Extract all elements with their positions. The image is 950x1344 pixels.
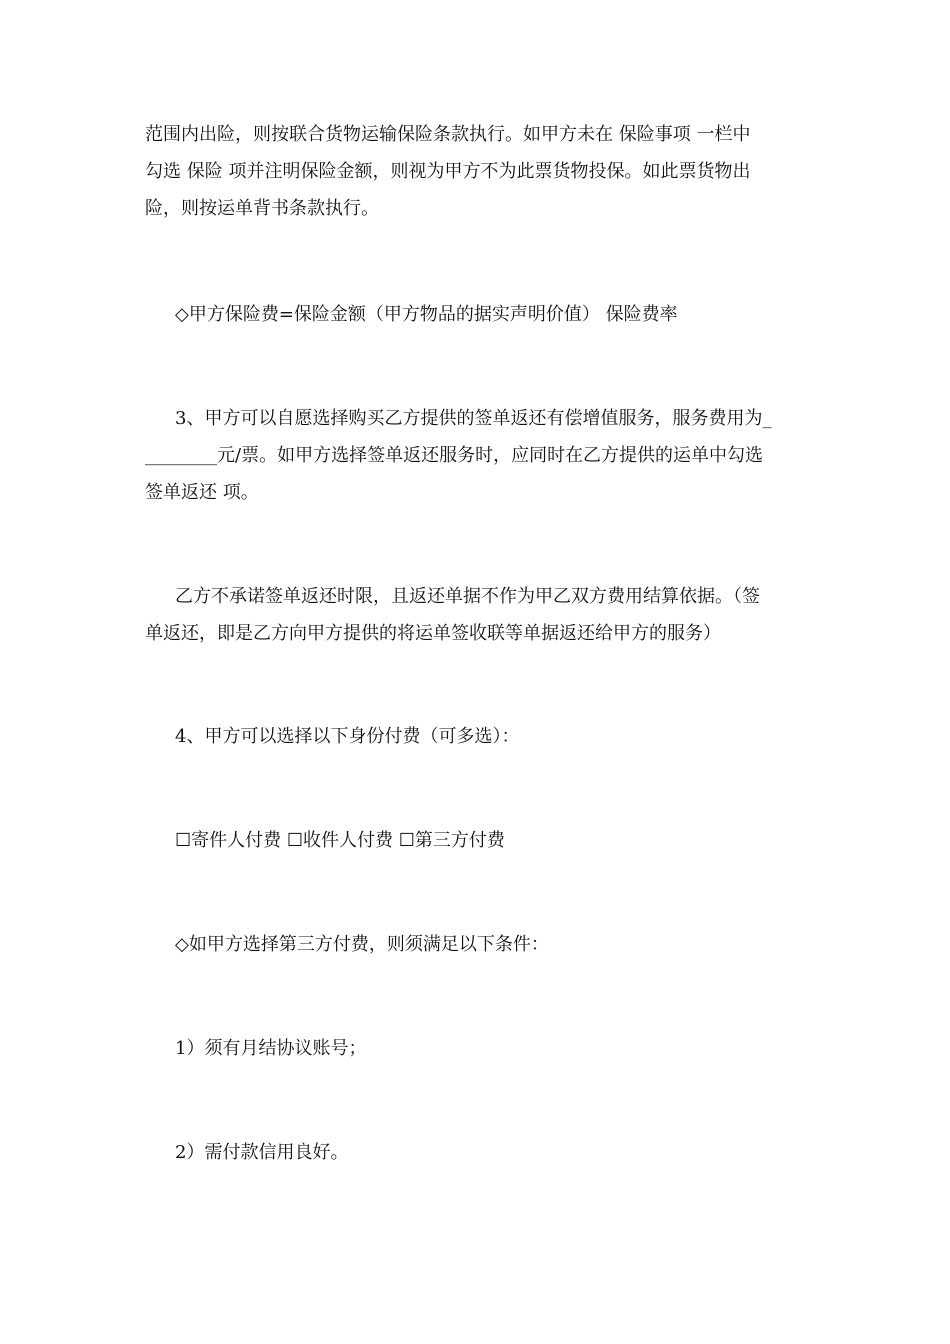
paragraph-line: 1）须有月结协议账号； (175, 1038, 367, 1059)
paragraph-line: 4、甲方可以选择以下身份付费（可多选）： (175, 726, 520, 747)
paragraph-line: ◇如甲方选择第三方付费，则须满足以下条件： (175, 934, 549, 955)
paragraph-line: 2）需付款信用良好。 (175, 1142, 349, 1163)
paragraph-signed-receipt-service (145, 400, 810, 511)
paragraph-line: 勾选 保险 项并注明保险金额，则视为甲方不为此票货物投保。如此票货物出 (145, 161, 751, 182)
paragraph-insurance-clause (145, 116, 810, 227)
paragraph-payment-options-heading (175, 718, 840, 755)
paragraph-line: 单返还，即是乙方向甲方提供的将运单签收联等单据返还给甲方的服务） (145, 623, 721, 644)
paragraph-insurance-fee-formula (175, 296, 840, 333)
paragraph-line: ________元/票。如甲方选择签单返还服务时，应同时在乙方提供的运单中勾选 (145, 445, 764, 466)
paragraph-line: 乙方不承诺签单返还时限，且返还单据不作为甲乙双方费用结算依据。（签 (175, 586, 760, 607)
paragraph-line: 险，则按运单背书条款执行。 (145, 198, 379, 219)
payment-options-line: ☐寄件人付费 ☐收件人付费 ☐第三方付费 (175, 830, 505, 851)
paragraph-payment-checkboxes (175, 822, 840, 859)
paragraph-condition-2 (175, 1134, 840, 1171)
paragraph-line: ◇甲方保险费=保险金额（甲方物品的据实声明价值） 保险费率 (175, 304, 678, 325)
paragraph-line: 范围内出险，则按联合货物运输保险条款执行。如甲方未在 保险事项 一栏中 (145, 124, 751, 145)
paragraph-line: 签单返还 项。 (145, 482, 259, 503)
paragraph-third-party-conditions (175, 926, 840, 963)
paragraph-condition-1 (175, 1030, 840, 1067)
paragraph-line: 3、甲方可以自愿选择购买乙方提供的签单返还有偿增值服务，服务费用为_ (175, 408, 772, 429)
paragraph-return-time-limit (145, 578, 810, 652)
